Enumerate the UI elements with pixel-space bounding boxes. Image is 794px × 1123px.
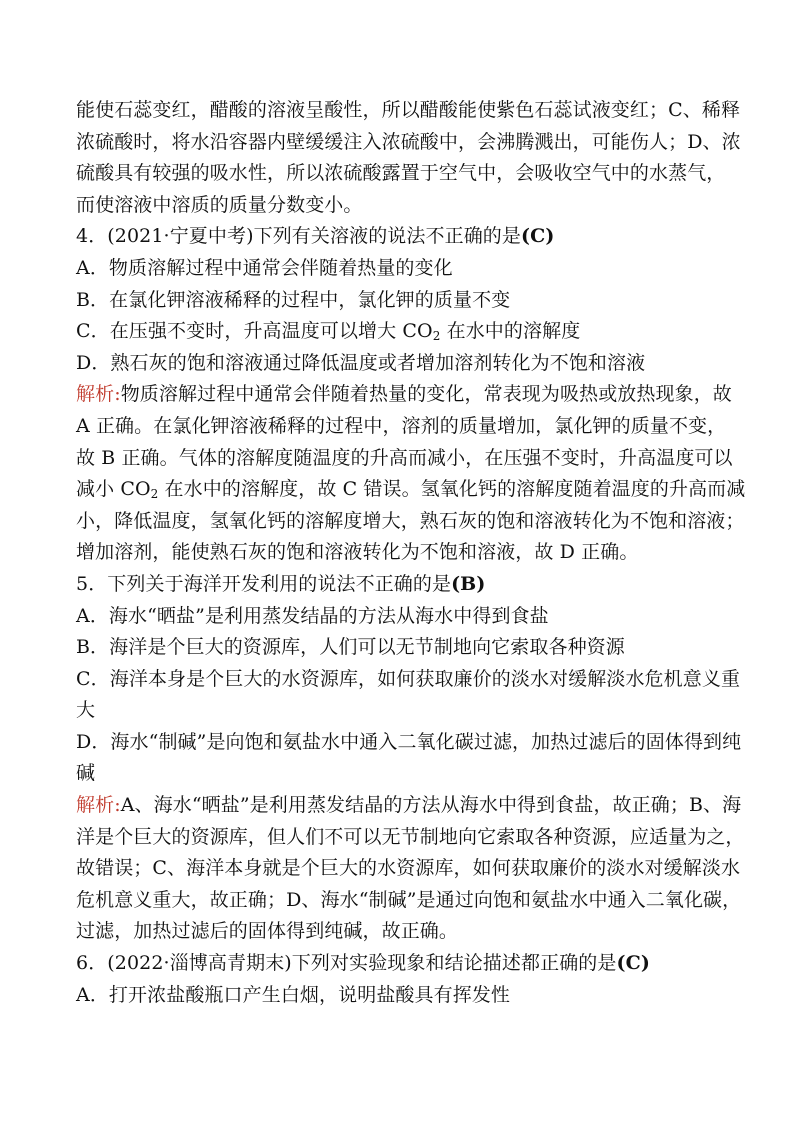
question-5-analysis-3: 故错误；C、海洋本身就是个巨大的水资源库，如何获取廉价的淡水对缓解淡水 <box>76 857 741 880</box>
question-5-analysis-2: 洋是个巨大的资源库，但人们不可以无节制地向它索取各种资源，应适量为之， <box>76 825 745 848</box>
question-4-analysis-3: 故 B 正确。气体的溶解度随温度的升高而减小，在压强不变时，升高温度可以 <box>76 446 733 469</box>
question-6-answer: (C) <box>616 952 650 975</box>
question-4-option-d: D．熟石灰的饱和溶液通过降低温度或者增加溶剂转化为不饱和溶液 <box>76 351 646 374</box>
question-5-analysis-1: 解析:A、海水“晒盐”是利用蒸发结晶的方法从海水中得到食盐，故正确；B、海 <box>76 794 742 817</box>
line-3: 硫酸具有较强的吸水性，所以浓硫酸露置于空气中，会吸收空气中的水蒸气， <box>76 162 726 185</box>
question-4-option-b: B．在氯化钾溶液稀释的过程中，氯化钾的质量不变 <box>76 288 511 311</box>
question-5-option-a: A．海水“晒盐”是利用蒸发结晶的方法从海水中得到食盐 <box>76 604 549 627</box>
question-5-stem: 5．下列关于海洋开发利用的说法不正确的是(B) <box>76 572 486 595</box>
question-6-option-a: A．打开浓盐酸瓶口产生白烟，说明盐酸具有挥发性 <box>76 983 511 1006</box>
question-5-option-d-2: 碱 <box>76 762 96 785</box>
question-4-option-a: A．物质溶解过程中通常会伴随着热量的变化 <box>76 256 453 279</box>
question-5-option-d-1: D．海水“制碱”是向饱和氨盐水中通入二氧化碳过滤，加热过滤后的固体得到纯 <box>76 730 742 753</box>
question-4-analysis-1: 解析:物质溶解过程中通常会伴随着热量的变化，常表现为吸热或放热现象，故 <box>76 383 732 406</box>
line-4: 而使溶液中溶质的质量分数变小。 <box>76 193 363 216</box>
analysis-label: 解析: <box>76 383 121 406</box>
question-4-answer: (C) <box>521 225 555 248</box>
question-4-analysis-2: A 正确。在氯化钾溶液稀释的过程中，溶剂的质量增加，氯化钾的质量不变， <box>76 414 727 437</box>
question-5-analysis-4: 危机意义重大，故正确；D、海水“制碱”是通过向饱和氨盐水中通入二氧化碳， <box>76 888 742 911</box>
analysis-label: 解析: <box>76 794 121 817</box>
question-4-analysis-4: 减小 $CO_2$ 在水中的溶解度，故 C 错误。氢氧化钙的溶解度随着温度的升高而减 <box>76 478 746 502</box>
question-5-analysis-5: 过滤，加热过滤后的固体得到纯碱，故正确。 <box>76 920 459 943</box>
line-2: 浓硫酸时，将水沿容器内壁缓缓注入浓硫酸中，会沸腾溅出，可能伤人；D、浓 <box>76 130 741 153</box>
question-5-answer: (B) <box>451 572 486 595</box>
question-4-option-c: C．在压强不变时，升高温度可以增大 $CO_2$ 在水中的溶解度 <box>76 320 581 344</box>
question-6-stem: 6．(2022·淄博高青期末)下列对实验现象和结论描述都正确的是(C) <box>76 952 650 975</box>
question-5-option-b: B．海洋是个巨大的资源库，人们可以无节制地向它索取各种资源 <box>76 636 625 659</box>
question-5-option-c-1: C．海洋本身是个巨大的水资源库，如何获取廉价的淡水对缓解淡水危机意义重 <box>76 667 741 690</box>
question-4-analysis-6: 增加溶剂，能使熟石灰的饱和溶液转化为不饱和溶液，故 D 正确。 <box>76 541 639 564</box>
question-4-analysis-5: 小，降低温度，氢氧化钙的溶解度增大，熟石灰的饱和溶液转化为不饱和溶液； <box>76 509 745 532</box>
line-1: 能使石蕊变红，醋酸的溶液呈酸性，所以醋酸能使紫色石蕊试液变红；C、稀释 <box>76 99 741 121</box>
question-5-option-c-2: 大 <box>76 699 96 722</box>
question-4-stem: 4．(2021·宁夏中考)下列有关溶液的说法不正确的是(C) <box>76 225 555 248</box>
